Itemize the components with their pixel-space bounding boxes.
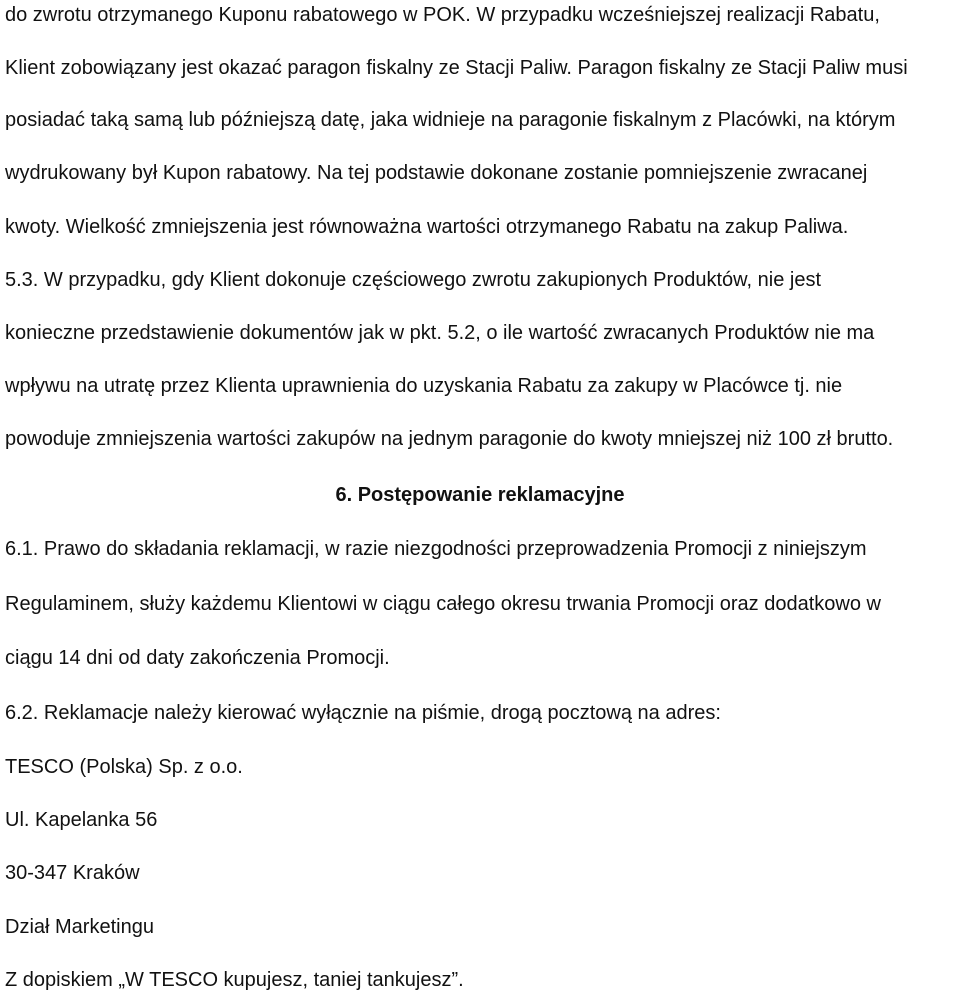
- section-line: 6.2. Reklamacje należy kierować wyłącznie na piśmie, drogą pocztową na adres:: [5, 702, 721, 724]
- paragraph-line: konieczne przedstawienie dokumentów jak w pkt. 5.2, o ile wartość zwracanych Produktów nie ma: [5, 322, 875, 344]
- paragraph-line: powoduje zmniejszenia wartości zakupów na jednym paragonie do kwoty mniejszej niż 100 zł brutto.: [5, 428, 894, 450]
- section-line: 6.1. Prawo do składania reklamacji, w razie niezgodności przeprowadzenia Promocji z niniejszym: [5, 538, 867, 560]
- paragraph-line: wpływu na utratę przez Klienta uprawnienia do uzyskania Rabatu za zakupy w Placówce tj. nie: [5, 375, 843, 397]
- section-line: ciągu 14 dni od daty zakończenia Promocji.: [5, 647, 390, 669]
- address-note: Z dopiskiem „W TESCO kupujesz, taniej tankujesz”.: [5, 969, 464, 991]
- address-city: 30-347 Kraków: [5, 862, 140, 884]
- paragraph-line: posiadać taką samą lub późniejszą datę, jaka widnieje na paragonie fiskalnym z Placówki, na którym: [5, 109, 896, 131]
- address-department: Dział Marketingu: [5, 916, 154, 938]
- address-company: TESCO (Polska) Sp. z o.o.: [5, 756, 243, 778]
- paragraph-line: wydrukowany był Kupon rabatowy. Na tej podstawie dokonane zostanie pomniejszenie zwracanej: [5, 162, 868, 184]
- paragraph-line: kwoty. Wielkość zmniejszenia jest równoważna wartości otrzymanego Rabatu na zakup Paliwa.: [5, 216, 849, 238]
- paragraph-line: do zwrotu otrzymanego Kuponu rabatowego w POK. W przypadku wcześniejszej realizacji Rabatu,: [5, 4, 880, 26]
- paragraph-line: Klient zobowiązany jest okazać paragon fiskalny ze Stacji Paliw. Paragon fiskalny ze Stacji Paliw musi: [5, 57, 908, 79]
- address-street: Ul. Kapelanka 56: [5, 809, 158, 831]
- section-heading: 6. Postępowanie reklamacyjne: [335, 484, 625, 506]
- section-line: Regulaminem, służy każdemu Klientowi w ciągu całego okresu trwania Promocji oraz dodatkowo w: [5, 593, 881, 615]
- paragraph-line: 5.3. W przypadku, gdy Klient dokonuje częściowego zwrotu zakupionych Produktów, nie jest: [5, 269, 821, 291]
